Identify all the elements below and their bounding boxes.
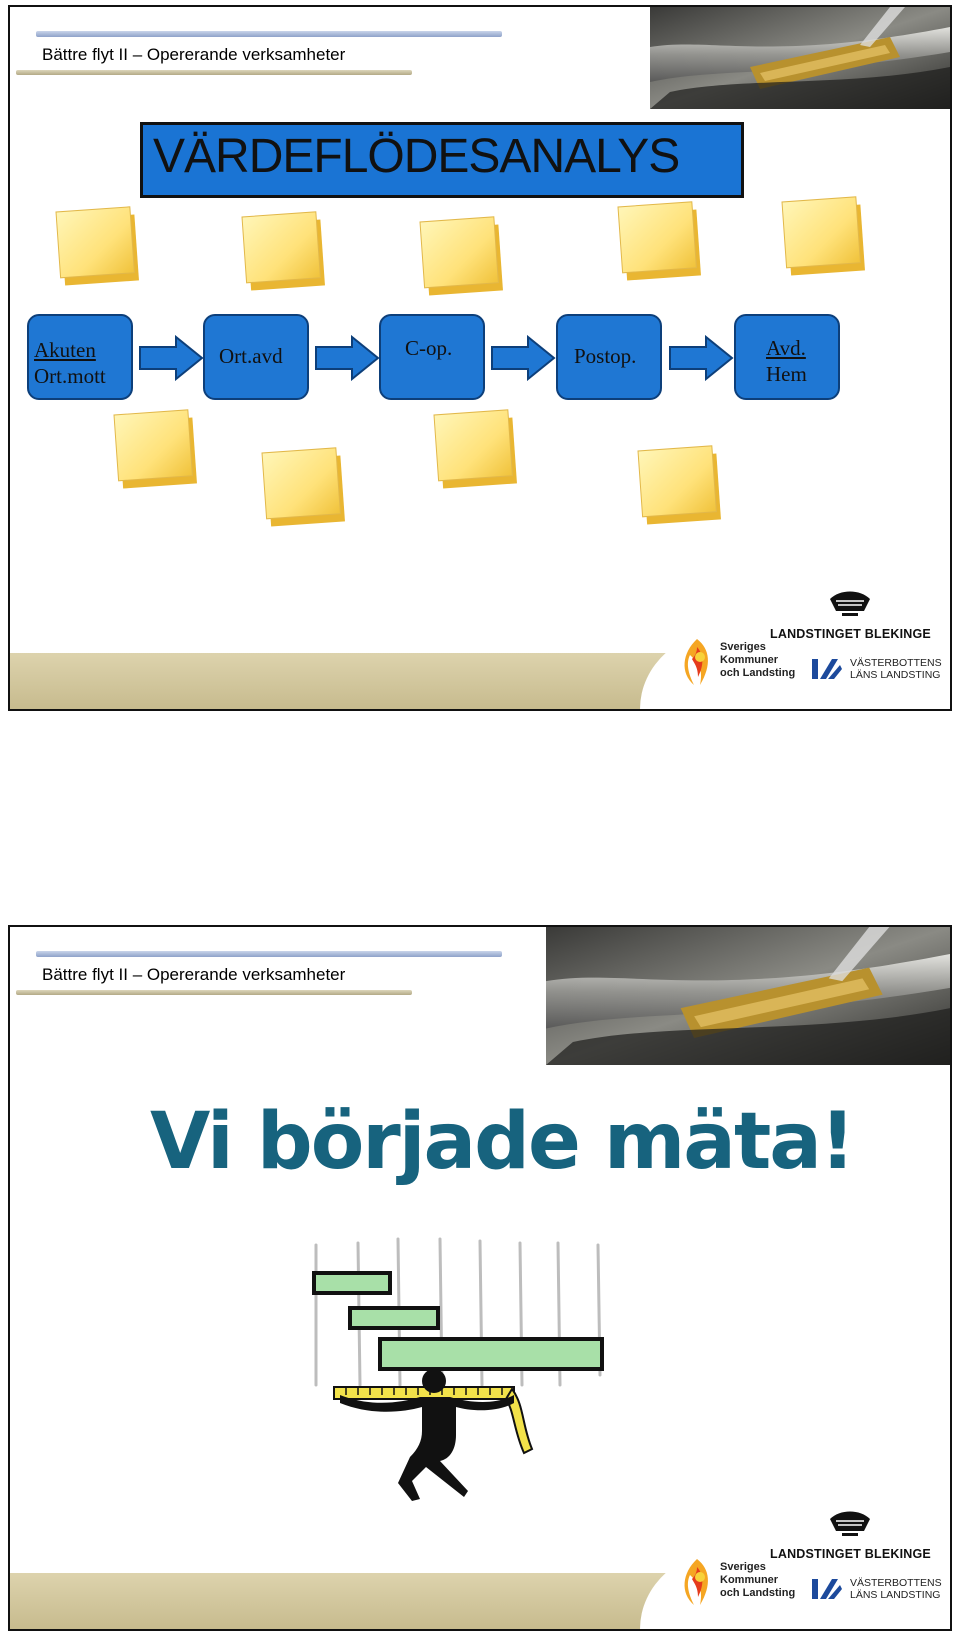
process-step-postop xyxy=(556,314,662,400)
logo-text-line: LÄNS LANDSTING xyxy=(850,669,941,681)
logo-text-line: Sveriges xyxy=(720,1561,766,1573)
logo-text: LANDSTINGET BLEKINGE xyxy=(770,1547,931,1561)
slide-header: Bättre flyt II – Opererande verksamheter xyxy=(42,965,346,984)
process-step-line: Avd. xyxy=(766,336,806,360)
logo-text-line: Kommuner xyxy=(720,654,779,666)
logo-text-line: och Landsting xyxy=(720,1587,796,1599)
header-bar-top xyxy=(36,951,502,957)
slide-title: VÄRDEFLÖDESANALYS xyxy=(153,130,680,183)
slide-vardeflodesanalys xyxy=(8,5,952,711)
logo-text-line: Kommuner xyxy=(720,1574,779,1586)
process-step-line: C-op. xyxy=(405,336,453,360)
sticky-note xyxy=(618,202,701,281)
flow-arrow-icon xyxy=(668,335,734,381)
vll-mark-icon xyxy=(810,657,844,681)
process-step-line: Ort.avd xyxy=(219,344,283,368)
ship-icon xyxy=(828,589,872,617)
logo-skl xyxy=(678,637,808,689)
skl-flame-icon xyxy=(678,1557,716,1607)
logo-text-line: VÄSTERBOTTENS xyxy=(850,1577,942,1589)
logo-skl xyxy=(678,1557,808,1609)
slide-title: Vi började mäta! xyxy=(150,1097,854,1187)
sticky-note xyxy=(56,207,139,286)
slide-vi-borjade-mata xyxy=(8,925,952,1631)
logo-vasterbottens xyxy=(810,1575,950,1605)
skl-flame-icon xyxy=(678,637,716,687)
ship-icon xyxy=(828,1509,872,1537)
header-bar-bottom xyxy=(16,990,412,995)
logo-text-line: VÄSTERBOTTENS xyxy=(850,657,942,669)
process-step-line: Hem xyxy=(766,362,807,386)
process-step-ort-avd xyxy=(203,314,309,400)
sticky-note xyxy=(782,197,865,276)
process-step-avd-hem xyxy=(734,314,840,400)
logo-text-line: Sveriges xyxy=(720,641,766,653)
measuring-figure-illustration xyxy=(300,1235,620,1535)
logo-text-line: och Landsting xyxy=(720,667,796,679)
surgical-instrument-photo xyxy=(546,927,950,1065)
process-step-line: Postop. xyxy=(574,344,637,368)
sticky-note xyxy=(242,212,325,291)
flow-arrow-icon xyxy=(490,335,556,381)
process-step-line: Ort.mott xyxy=(34,364,106,388)
vll-mark-icon xyxy=(810,1577,844,1601)
sticky-note xyxy=(114,410,197,489)
logo-landstinget-blekinge xyxy=(770,1509,930,1561)
process-step-line: Akuten xyxy=(34,338,96,362)
process-step-akuten xyxy=(27,314,133,400)
process-step-c-op xyxy=(379,314,485,400)
logo-text-line: LÄNS LANDSTING xyxy=(850,1589,941,1601)
logo-landstinget-blekinge xyxy=(770,589,930,641)
sticky-note xyxy=(638,446,721,525)
slide-header: Bättre flyt II – Opererande verksamheter xyxy=(42,45,346,64)
sticky-note xyxy=(262,448,345,527)
flow-arrow-icon xyxy=(314,335,380,381)
logo-text: LANDSTINGET BLEKINGE xyxy=(770,627,931,641)
sticky-note xyxy=(434,410,517,489)
flow-arrow-icon xyxy=(138,335,204,381)
sticky-note xyxy=(420,217,503,296)
logo-vasterbottens xyxy=(810,655,950,685)
